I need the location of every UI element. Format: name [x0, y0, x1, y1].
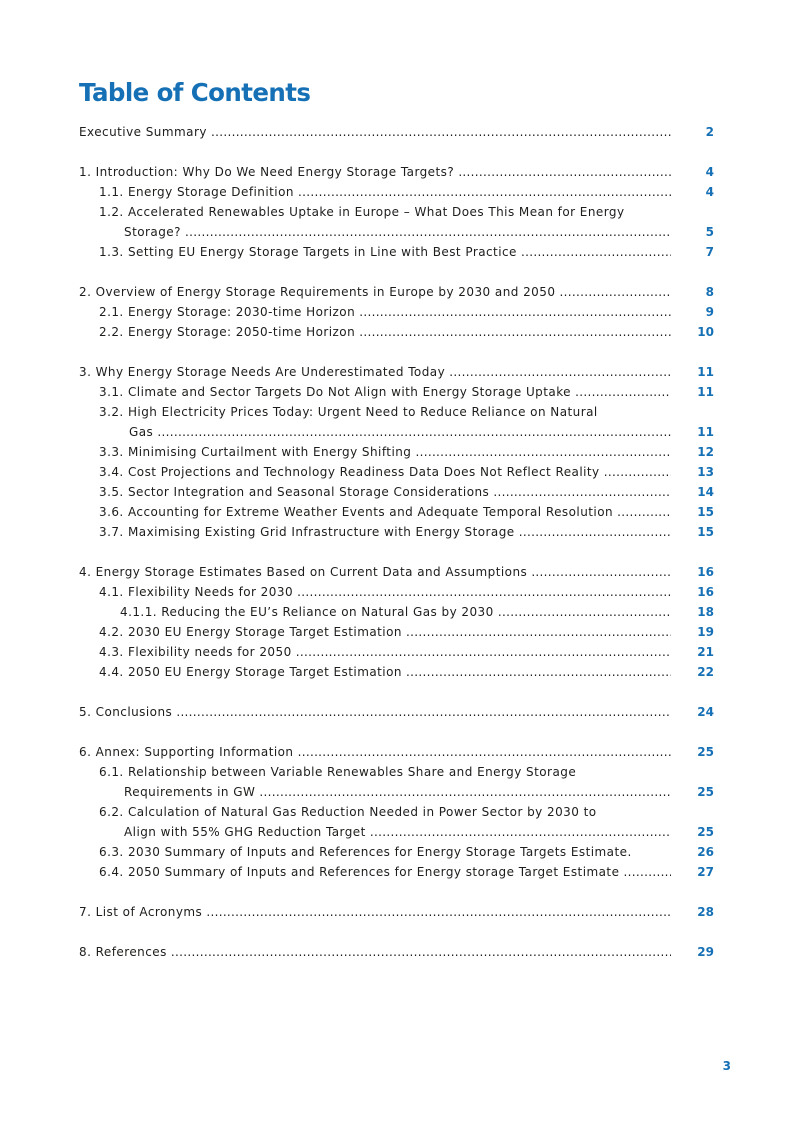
toc-entry-3-1[interactable]	[99, 382, 671, 402]
toc-entry-label: 2.2. Energy Storage: 2050-time Horizon .....	[99, 322, 671, 342]
toc-entry-label: 5. Conclusions .....	[79, 702, 671, 722]
toc-entry-4-2[interactable]	[99, 622, 671, 642]
toc-entry-6-3[interactable]	[99, 842, 671, 862]
toc-entry-4-4[interactable]	[99, 662, 671, 682]
page-number: 3	[722, 1059, 731, 1073]
toc-entry-3-5[interactable]	[99, 482, 671, 502]
toc-page-number: 11	[697, 385, 714, 399]
toc-entry-4-3[interactable]	[99, 642, 671, 662]
toc-entry-label: 2. Overview of Energy Storage Requirements in Europe by 2030 and 2050 .....	[79, 282, 671, 302]
toc-page-number: 7	[705, 245, 714, 259]
toc-page-number: 27	[697, 865, 714, 879]
toc-page-number: 15	[697, 505, 714, 519]
toc-page-number: 18	[697, 605, 714, 619]
toc-entry-1-2-cont[interactable]	[124, 222, 671, 242]
toc-page-number: 13	[697, 465, 714, 479]
toc-entry-label: 4.4. 2050 EU Energy Storage Target Estimation .....	[99, 662, 671, 682]
toc-page-number: 10	[697, 325, 714, 339]
toc-entry-8[interactable]	[79, 942, 671, 962]
toc-entry-label: 6.2. Calculation of Natural Gas Reduction Needed in Power Sector by 2030 to	[99, 805, 597, 819]
toc-entry-4-1-1[interactable]	[120, 602, 671, 622]
toc-page-number: 29	[697, 945, 714, 959]
toc-page-number: 25	[697, 825, 714, 839]
toc-page-number: 4	[705, 165, 714, 179]
toc-entry-label: 2.1. Energy Storage: 2030-time Horizon .....	[99, 302, 671, 322]
toc-entry-label: 6.1. Relationship between Variable Renewables Share and Energy Storage	[99, 765, 577, 779]
toc-page-number: 8	[705, 285, 714, 299]
toc-entry-label: Requirements in GW .....	[124, 782, 671, 802]
toc-entry-2-1[interactable]	[99, 302, 671, 322]
toc-page-number: 12	[697, 445, 714, 459]
toc-entry-label: 3.2. High Electricity Prices Today: Urgent Need to Reduce Reliance on Natural	[99, 405, 598, 419]
toc-page-number: 16	[697, 565, 714, 579]
toc-entry-label: 4.2. 2030 EU Energy Storage Target Estimation .....	[99, 622, 671, 642]
toc-page-number: 25	[697, 745, 714, 759]
toc-page-number: 26	[697, 845, 714, 859]
toc-entry-2-2[interactable]	[99, 322, 671, 342]
toc-entry-label: 8. References .....	[79, 942, 671, 962]
toc-entry-6-4[interactable]	[99, 862, 671, 882]
toc-page-number: 14	[697, 485, 714, 499]
toc-entry-6-2-cont[interactable]	[124, 822, 671, 842]
toc-entry-3-2-cont[interactable]	[129, 422, 671, 442]
toc-entry-label: 7. List of Acronyms .....	[79, 902, 671, 922]
toc-entry-label: 4. Energy Storage Estimates Based on Current Data and Assumptions .....	[79, 562, 671, 582]
toc-entry-3[interactable]	[79, 362, 671, 382]
toc-entry-3-4[interactable]	[99, 462, 671, 482]
toc-entry-1-1[interactable]	[99, 182, 671, 202]
toc-entry-3-3[interactable]	[99, 442, 671, 462]
toc-entry-6-1-cont[interactable]	[124, 782, 671, 802]
toc-entry-label: Align with 55% GHG Reduction Target .....	[124, 822, 671, 842]
toc-entry-6[interactable]	[79, 742, 671, 762]
toc-entry-label: 4.1.1. Reducing the EU’s Reliance on Natural Gas by 2030 .....	[120, 602, 671, 622]
toc-page-number: 25	[697, 785, 714, 799]
toc-entry-label: 1.2. Accelerated Renewables Uptake in Europe – What Does This Mean for Energy	[99, 205, 625, 219]
toc-entry-2[interactable]	[79, 282, 671, 302]
toc-entry-3-7[interactable]	[99, 522, 671, 542]
toc-page-number: 2	[705, 125, 714, 139]
toc-page-number: 9	[705, 305, 714, 319]
toc-entry-1[interactable]	[79, 162, 671, 182]
toc-entry-label: 4.3. Flexibility needs for 2050 .....	[99, 642, 671, 662]
toc-page-number: 22	[697, 665, 714, 679]
toc-entry-label: 1.1. Energy Storage Definition .....	[99, 182, 671, 202]
toc-entry-label: 3.3. Minimising Curtailment with Energy Shifting .....	[99, 442, 671, 462]
toc-entry-label: 6.4. 2050 Summary of Inputs and References for Energy storage Target Estimate .....	[99, 862, 671, 882]
toc-entry-label: 3.7. Maximising Existing Grid Infrastructure with Energy Storage .....	[99, 522, 671, 542]
toc-entry-label: 1. Introduction: Why Do We Need Energy Storage Targets? .....	[79, 162, 671, 182]
toc-page-number: 21	[697, 645, 714, 659]
toc-entry-7[interactable]	[79, 902, 671, 922]
toc-entry-executive-summary[interactable]	[79, 122, 671, 142]
toc-page-number: 19	[697, 625, 714, 639]
toc-entry-label: 3.4. Cost Projections and Technology Readiness Data Does Not Reflect Reality .....	[99, 462, 671, 482]
page-title: Table of Contents	[79, 78, 311, 107]
toc-page-number: 11	[697, 425, 714, 439]
toc-page-number: 15	[697, 525, 714, 539]
toc-page-number: 24	[697, 705, 714, 719]
toc-entry-label: 3.5. Sector Integration and Seasonal Storage Considerations .....	[99, 482, 671, 502]
toc-entry-3-2[interactable]	[99, 402, 671, 422]
toc-entry-label: Executive Summary .....	[79, 122, 671, 142]
toc-entry-label: Storage? .....	[124, 222, 671, 242]
toc-page-number: 16	[697, 585, 714, 599]
toc-entry-label: Gas .....	[129, 422, 671, 442]
toc-entry-5[interactable]	[79, 702, 671, 722]
toc-page-number: 5	[705, 225, 714, 239]
toc-page-number: 4	[705, 185, 714, 199]
toc-entry-6-1[interactable]	[99, 762, 671, 782]
toc-entry-1-2[interactable]	[99, 202, 671, 222]
toc-entry-1-3[interactable]	[99, 242, 671, 262]
toc-entry-label: 3.1. Climate and Sector Targets Do Not Align with Energy Storage Uptake .....	[99, 382, 671, 402]
toc-entry-label: 3. Why Energy Storage Needs Are Underestimated Today .....	[79, 362, 671, 382]
toc-entry-label: 4.1. Flexibility Needs for 2030 .....	[99, 582, 671, 602]
toc-entry-label: 6.3. 2030 Summary of Inputs and References for Energy Storage Targets Estimate.	[99, 845, 632, 859]
toc-entry-label: 6. Annex: Supporting Information .....	[79, 742, 671, 762]
toc-entry-4[interactable]	[79, 562, 671, 582]
toc-entry-6-2[interactable]	[99, 802, 671, 822]
toc-page-number: 11	[697, 365, 714, 379]
toc-entry-3-6[interactable]	[99, 502, 671, 522]
toc-page-number: 28	[697, 905, 714, 919]
toc-entry-label: 3.6. Accounting for Extreme Weather Events and Adequate Temporal Resolution .....	[99, 502, 671, 522]
toc-entry-4-1[interactable]	[99, 582, 671, 602]
toc-entry-label: 1.3. Setting EU Energy Storage Targets in Line with Best Practice .....	[99, 242, 671, 262]
